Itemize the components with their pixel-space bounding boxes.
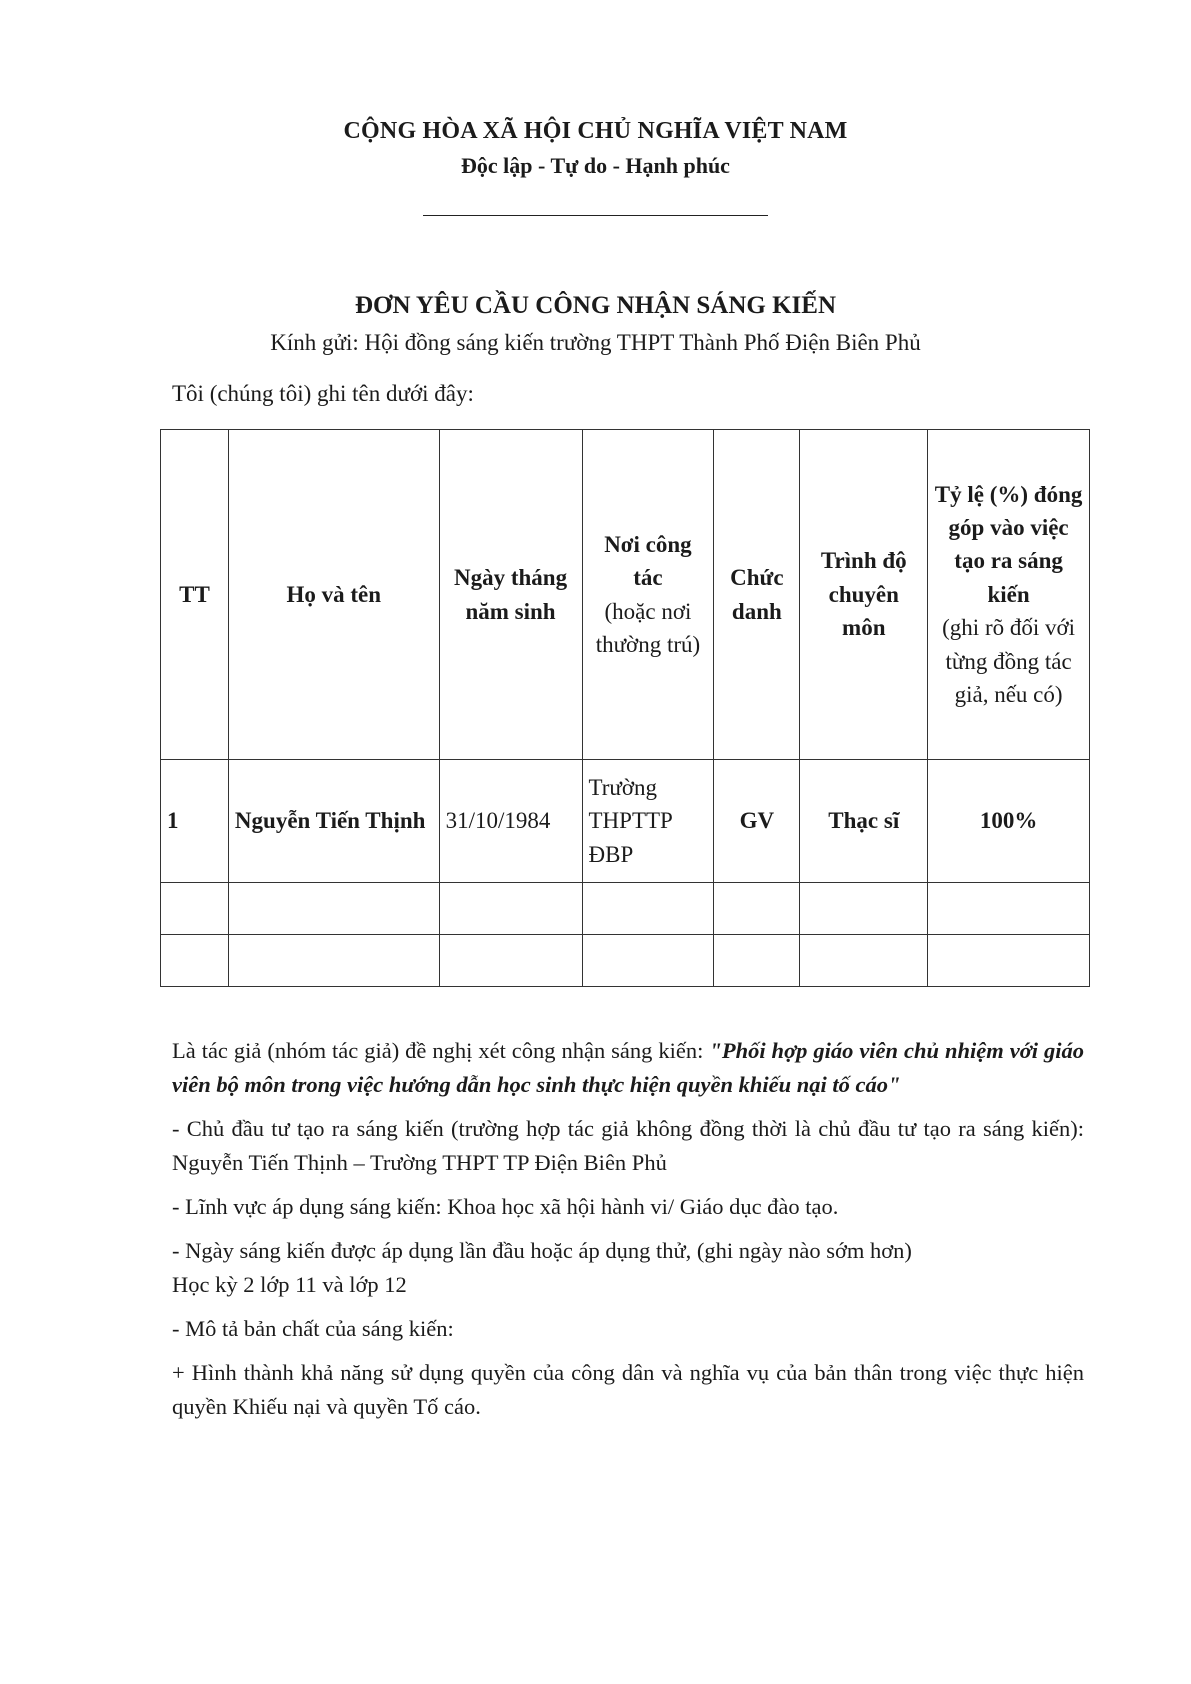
header-ratio-label: Tỷ lệ (%) đóng góp vào việc tạo ra sáng kiến xyxy=(934,481,1083,607)
national-title: CỘNG HÒA XÃ HỘI CHỦ NGHĨA VIỆT NAM xyxy=(343,118,848,144)
investor-line: - Chủ đầu tư tạo ra sáng kiến (trường hợp tác giả không đồng thời là chủ đầu tư tạo ra sáng kiến): Nguyễn Tiến Thịnh – Trường THPT TP Điện Biên Phủ xyxy=(172,1116,1084,1175)
header-workplace xyxy=(582,430,714,760)
national-motto: Độc lập - Tự do - Hạnh phúc xyxy=(461,153,730,178)
cell-position: GV xyxy=(714,760,800,883)
table-header-row xyxy=(161,430,1090,760)
table-row-empty xyxy=(161,935,1090,987)
semester-line: Học kỳ 2 lớp 11 và lớp 12 xyxy=(172,1272,407,1297)
description-point: + Hình thành khả năng sử dụng quyền của công dân và nghĩa vụ của bản thân trong việc thực hiện quyền Khiếu nại và quyền Tố cáo. xyxy=(172,1360,1084,1419)
table-row-empty xyxy=(161,883,1090,935)
authors-table xyxy=(160,429,1090,987)
header-ratio xyxy=(928,430,1090,760)
header-tt: TT xyxy=(161,430,229,760)
header-workplace-note: (hoặc nơi thường trú) xyxy=(595,598,701,657)
cell-workplace: Trường THPTTP ĐBP xyxy=(582,760,714,883)
field-line: - Lĩnh vực áp dụng sáng kiến: Khoa học xã hội hành vi/ Giáo dục đào tạo. xyxy=(172,1194,839,1219)
header-name: Họ và tên xyxy=(228,430,439,760)
recipient-line: Kính gửi: Hội đồng sáng kiến trường THPT Thành Phố Điện Biên Phủ xyxy=(270,330,921,355)
header-position: Chức danh xyxy=(714,430,800,760)
first-applied-line: - Ngày sáng kiến được áp dụng lần đầu hoặc áp dụng thử, (ghi ngày nào sớm hơn) xyxy=(172,1238,912,1263)
cell-dob: 31/10/1984 xyxy=(439,760,582,883)
body-text xyxy=(172,1034,1084,1434)
author-claim-prefix: Là tác giả (nhóm tác giả) đề nghị xét công nhận sáng kiến: xyxy=(172,1038,710,1063)
header-ratio-note: (ghi rõ đối với từng đồng tác giả, nếu có) xyxy=(942,615,1076,707)
header-qualification: Trình độ chuyên môn xyxy=(800,430,928,760)
header-divider xyxy=(423,215,768,216)
header-workplace-label: Nơi công tác xyxy=(604,531,692,591)
cell-tt: 1 xyxy=(161,760,229,883)
cell-qualification: Thạc sĩ xyxy=(800,760,928,883)
cell-ratio: 100% xyxy=(928,760,1090,883)
header-dob: Ngày tháng năm sinh xyxy=(439,430,582,760)
cell-name: Nguyễn Tiến Thịnh xyxy=(228,760,439,883)
description-label: - Mô tả bản chất của sáng kiến: xyxy=(172,1316,454,1341)
initiative-title: "Phối hợp giáo viên chủ nhiệm với giáo viên bộ môn trong việc hướng dẫn học sinh thực hiện quyền khiếu nại tố cáo" xyxy=(172,1038,1085,1097)
author-claim xyxy=(172,1034,1084,1102)
table-row xyxy=(161,760,1090,883)
intro-line: Tôi (chúng tôi) ghi tên dưới đây: xyxy=(172,381,474,406)
national-header xyxy=(0,118,1191,216)
document-title: ĐƠN YÊU CẦU CÔNG NHẬN SÁNG KIẾN xyxy=(354,292,837,319)
